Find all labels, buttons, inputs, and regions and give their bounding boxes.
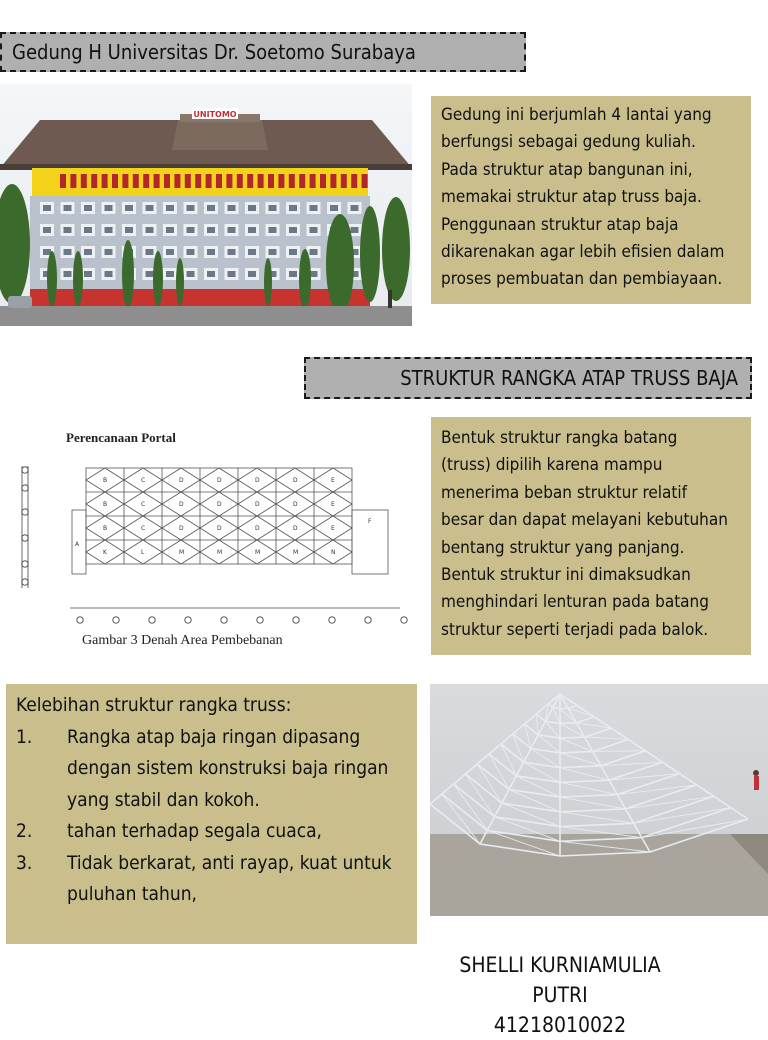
- description-line: bentang struktur yang panjang.: [441, 537, 685, 558]
- list-item-line: tahan terhadap segala cuaca,: [67, 820, 322, 842]
- portal-panel-label: D: [217, 525, 222, 532]
- portal-heading: Perencanaan Portal: [66, 430, 176, 445]
- portal-panel-label: L: [141, 549, 145, 556]
- portal-panel-label: D: [293, 501, 298, 508]
- portal-panel-label: D: [179, 477, 184, 484]
- portal-panel-label: B: [103, 501, 108, 508]
- description-line: Bentuk struktur ini dimaksudkan: [441, 565, 691, 586]
- description-line: menerima beban struktur relatif: [441, 482, 688, 503]
- description-line: Gedung ini berjumlah 4 lantai yang: [441, 105, 712, 125]
- portal-panel-label: D: [293, 477, 298, 484]
- list-number: 2.: [16, 820, 33, 842]
- description-line: menghindari lenturan pada batang: [441, 592, 709, 613]
- description-line: proses pembuatan dan pembiayaan.: [441, 269, 723, 290]
- building-description: [431, 96, 751, 304]
- list-item-line: dengan sistem konstruksi baja ringan: [67, 757, 389, 779]
- description-line: besar dan dapat melayani kebutuhan: [441, 510, 728, 531]
- list-item: [16, 722, 417, 817]
- portal-panel-label: M: [293, 549, 299, 556]
- advantages-title: Kelebihan struktur rangka truss:: [16, 694, 292, 716]
- description-line: Penggunaan struktur atap baja: [441, 214, 679, 235]
- description-line: memakai struktur atap truss baja.: [441, 187, 702, 208]
- portal-panel-label: D: [255, 501, 260, 508]
- banner-title: Gedung H Universitas Dr. Soetomo Surabaya: [12, 40, 416, 64]
- portal-caption: Gambar 3 Denah Area Pembebanan: [82, 633, 283, 648]
- portal-plan-diagram: [8, 426, 408, 652]
- list-item-line: yang stabil dan kokoh.: [67, 788, 260, 811]
- description-line: struktur seperti terjadi pada balok.: [441, 619, 709, 640]
- list-item-line: Rangka atap baja ringan dipasang: [67, 725, 361, 748]
- portal-panel-label: D: [217, 477, 222, 484]
- description-line: Bentuk struktur rangka batang: [441, 428, 678, 448]
- portal-panel-label: D: [179, 501, 184, 508]
- list-item: [16, 816, 417, 848]
- portal-panel-label: D: [293, 525, 298, 532]
- portal-panel-label: D: [217, 501, 222, 508]
- description-line: (truss) dipilih karena mampu: [441, 455, 663, 476]
- portal-panel-label: E: [331, 501, 335, 508]
- list-item-line: puluhan tahun,: [67, 883, 197, 905]
- banner-title: STRUKTUR RANGKA ATAP TRUSS BAJA: [400, 366, 738, 390]
- steel-truss-photo: [430, 684, 768, 916]
- portal-panel-label: B: [103, 525, 108, 532]
- list-number: 1.: [16, 725, 33, 748]
- building-sign-text: UNITOMO: [193, 110, 237, 119]
- portal-panel-label: C: [141, 525, 146, 532]
- portal-panel-label: M: [255, 549, 261, 556]
- portal-panel-label: D: [179, 525, 184, 532]
- portal-panel-label: C: [141, 477, 146, 484]
- author-name: SHELLI KURNIAMULIA PUTRI: [459, 953, 661, 1007]
- description-line: dikarenakan agar lebih efisien dalam: [441, 242, 725, 263]
- portal-panel-label: K: [103, 549, 107, 556]
- advantages-box: [6, 684, 417, 944]
- portal-side-label-right: F: [368, 518, 372, 525]
- portal-panel-label: E: [331, 525, 335, 532]
- portal-panel-label: M: [179, 549, 185, 556]
- portal-panel-label: D: [255, 525, 260, 532]
- advantages-list: [16, 722, 417, 911]
- portal-panel-label: M: [217, 549, 223, 556]
- portal-panel-label: B: [103, 477, 108, 484]
- portal-panel-label: D: [255, 477, 260, 484]
- portal-panel-label: E: [331, 477, 335, 484]
- title-banner-building: [0, 32, 526, 72]
- list-item: [16, 848, 417, 911]
- description-line: berfungsi sebagai gedung kuliah.: [441, 132, 696, 153]
- truss-description: [431, 417, 751, 655]
- portal-side-label-left: A: [75, 541, 80, 548]
- author-block: [440, 950, 680, 1040]
- description-line: Pada struktur atap bangunan ini,: [441, 159, 693, 180]
- author-id: 41218010022: [493, 1013, 627, 1037]
- list-item-line: Tidak berkarat, anti rayap, kuat untuk: [67, 851, 392, 874]
- portal-panel-label: C: [141, 501, 146, 508]
- title-banner-truss: [304, 357, 752, 399]
- building-photo: [0, 84, 412, 326]
- list-number: 3.: [16, 851, 33, 874]
- portal-panel-label: N: [331, 549, 336, 556]
